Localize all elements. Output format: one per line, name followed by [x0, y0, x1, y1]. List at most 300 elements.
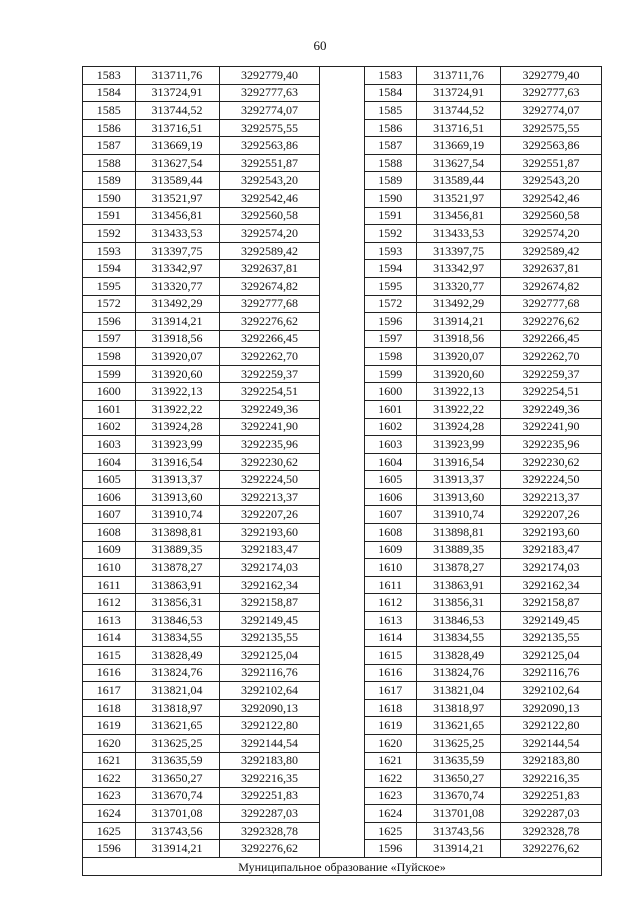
left-x-coordinate-cell: 313621,65: [135, 717, 219, 735]
right-y-coordinate-cell: 3292135,55: [501, 629, 602, 647]
left-x-coordinate-cell: 313492,29: [135, 295, 219, 313]
left-y-coordinate-cell: 3292674,82: [219, 277, 320, 295]
left-y-coordinate-cell: 3292779,40: [219, 67, 320, 85]
left-x-coordinate-cell: 313397,75: [135, 242, 219, 260]
left-point-number-cell: 1589: [83, 172, 136, 190]
left-point-number-cell: 1623: [83, 787, 136, 805]
left-x-coordinate-cell: 313589,44: [135, 172, 219, 190]
left-y-coordinate-cell: 3292774,07: [219, 102, 320, 120]
left-point-number-cell: 1585: [83, 102, 136, 120]
table-row: [83, 453, 602, 471]
right-point-number-cell: 1623: [364, 787, 417, 805]
right-point-number-cell: 1593: [364, 242, 417, 260]
column-gap: [320, 436, 364, 454]
right-point-number-cell: 1585: [364, 102, 417, 120]
left-point-number-cell: 1612: [83, 594, 136, 612]
table-row: [83, 119, 602, 137]
column-gap: [320, 295, 364, 313]
left-x-coordinate-cell: 313456,81: [135, 207, 219, 225]
right-x-coordinate-cell: 313913,60: [417, 488, 501, 506]
left-x-coordinate-cell: 313920,60: [135, 365, 219, 383]
right-y-coordinate-cell: 3292542,46: [501, 190, 602, 208]
left-y-coordinate-cell: 3292560,58: [219, 207, 320, 225]
left-point-number-cell: 1597: [83, 330, 136, 348]
right-x-coordinate-cell: 313342,97: [417, 260, 501, 278]
right-point-number-cell: 1604: [364, 453, 417, 471]
right-y-coordinate-cell: 3292563,86: [501, 137, 602, 155]
right-y-coordinate-cell: 3292266,45: [501, 330, 602, 348]
left-x-coordinate-cell: 313922,13: [135, 383, 219, 401]
right-x-coordinate-cell: 313914,21: [417, 840, 501, 858]
left-point-number-cell: 1594: [83, 260, 136, 278]
column-gap: [320, 541, 364, 559]
left-x-coordinate-cell: 313920,07: [135, 348, 219, 366]
right-point-number-cell: 1601: [364, 400, 417, 418]
table-row: [83, 682, 602, 700]
left-y-coordinate-cell: 3292589,42: [219, 242, 320, 260]
left-point-number-cell: 1586: [83, 119, 136, 137]
left-y-coordinate-cell: 3292102,64: [219, 682, 320, 700]
table-row: [83, 822, 602, 840]
column-gap: [320, 277, 364, 295]
column-gap: [320, 664, 364, 682]
column-gap: [320, 471, 364, 489]
column-gap: [320, 154, 364, 172]
left-point-number-cell: 1600: [83, 383, 136, 401]
right-y-coordinate-cell: 3292235,96: [501, 436, 602, 454]
right-point-number-cell: 1609: [364, 541, 417, 559]
right-x-coordinate-cell: 313589,44: [417, 172, 501, 190]
left-y-coordinate-cell: 3292230,62: [219, 453, 320, 471]
table-row: [83, 559, 602, 577]
left-point-number-cell: 1595: [83, 277, 136, 295]
right-y-coordinate-cell: 3292774,07: [501, 102, 602, 120]
right-point-number-cell: 1619: [364, 717, 417, 735]
right-point-number-cell: 1595: [364, 277, 417, 295]
left-point-number-cell: 1593: [83, 242, 136, 260]
left-x-coordinate-cell: 313824,76: [135, 664, 219, 682]
left-y-coordinate-cell: 3292543,20: [219, 172, 320, 190]
right-x-coordinate-cell: 313621,65: [417, 717, 501, 735]
left-y-coordinate-cell: 3292158,87: [219, 594, 320, 612]
left-y-coordinate-cell: 3292122,80: [219, 717, 320, 735]
right-point-number-cell: 1620: [364, 734, 417, 752]
table-row: [83, 734, 602, 752]
right-x-coordinate-cell: 313824,76: [417, 664, 501, 682]
right-y-coordinate-cell: 3292276,62: [501, 840, 602, 858]
left-point-number-cell: 1605: [83, 471, 136, 489]
right-x-coordinate-cell: 313878,27: [417, 559, 501, 577]
table-row: [83, 524, 602, 542]
left-y-coordinate-cell: 3292276,62: [219, 840, 320, 858]
table-row: [83, 102, 602, 120]
left-x-coordinate-cell: 313627,54: [135, 154, 219, 172]
table-row: [83, 383, 602, 401]
right-y-coordinate-cell: 3292162,34: [501, 576, 602, 594]
left-x-coordinate-cell: 313342,97: [135, 260, 219, 278]
table-row: [83, 207, 602, 225]
right-y-coordinate-cell: 3292213,37: [501, 488, 602, 506]
column-gap: [320, 594, 364, 612]
right-x-coordinate-cell: 313627,54: [417, 154, 501, 172]
left-y-coordinate-cell: 3292216,35: [219, 770, 320, 788]
right-x-coordinate-cell: 313635,59: [417, 752, 501, 770]
left-y-coordinate-cell: 3292241,90: [219, 418, 320, 436]
left-x-coordinate-cell: 313669,19: [135, 137, 219, 155]
left-y-coordinate-cell: 3292116,76: [219, 664, 320, 682]
right-y-coordinate-cell: 3292779,40: [501, 67, 602, 85]
table-row: [83, 840, 602, 858]
right-point-number-cell: 1621: [364, 752, 417, 770]
column-gap: [320, 84, 364, 102]
table-row: [83, 506, 602, 524]
right-y-coordinate-cell: 3292216,35: [501, 770, 602, 788]
left-x-coordinate-cell: 313856,31: [135, 594, 219, 612]
right-y-coordinate-cell: 3292116,76: [501, 664, 602, 682]
table-row: [83, 699, 602, 717]
left-x-coordinate-cell: 313743,56: [135, 822, 219, 840]
column-gap: [320, 752, 364, 770]
right-x-coordinate-cell: 313846,53: [417, 611, 501, 629]
right-x-coordinate-cell: 313724,91: [417, 84, 501, 102]
left-y-coordinate-cell: 3292251,83: [219, 787, 320, 805]
right-y-coordinate-cell: 3292125,04: [501, 647, 602, 665]
left-x-coordinate-cell: 313916,54: [135, 453, 219, 471]
left-y-coordinate-cell: 3292149,45: [219, 611, 320, 629]
left-point-number-cell: 1572: [83, 295, 136, 313]
right-y-coordinate-cell: 3292122,80: [501, 717, 602, 735]
right-x-coordinate-cell: 313818,97: [417, 699, 501, 717]
column-gap: [320, 822, 364, 840]
left-x-coordinate-cell: 313320,77: [135, 277, 219, 295]
right-x-coordinate-cell: 313669,19: [417, 137, 501, 155]
right-point-number-cell: 1606: [364, 488, 417, 506]
left-point-number-cell: 1609: [83, 541, 136, 559]
right-x-coordinate-cell: 313650,27: [417, 770, 501, 788]
right-y-coordinate-cell: 3292254,51: [501, 383, 602, 401]
left-y-coordinate-cell: 3292174,03: [219, 559, 320, 577]
column-gap: [320, 734, 364, 752]
right-y-coordinate-cell: 3292251,83: [501, 787, 602, 805]
column-gap: [320, 453, 364, 471]
table-row: [83, 348, 602, 366]
right-point-number-cell: 1602: [364, 418, 417, 436]
table-row: [83, 225, 602, 243]
table-row: [83, 471, 602, 489]
right-y-coordinate-cell: 3292224,50: [501, 471, 602, 489]
right-y-coordinate-cell: 3292574,20: [501, 225, 602, 243]
right-x-coordinate-cell: 313397,75: [417, 242, 501, 260]
right-point-number-cell: 1618: [364, 699, 417, 717]
right-point-number-cell: 1613: [364, 611, 417, 629]
left-x-coordinate-cell: 313828,49: [135, 647, 219, 665]
left-x-coordinate-cell: 313922,22: [135, 400, 219, 418]
column-gap: [320, 717, 364, 735]
left-x-coordinate-cell: 313818,97: [135, 699, 219, 717]
right-point-number-cell: 1596: [364, 313, 417, 331]
column-gap: [320, 524, 364, 542]
left-y-coordinate-cell: 3292328,78: [219, 822, 320, 840]
right-y-coordinate-cell: 3292183,47: [501, 541, 602, 559]
right-y-coordinate-cell: 3292589,42: [501, 242, 602, 260]
table-row: [83, 594, 602, 612]
right-point-number-cell: 1611: [364, 576, 417, 594]
left-point-number-cell: 1625: [83, 822, 136, 840]
left-x-coordinate-cell: 313834,55: [135, 629, 219, 647]
right-y-coordinate-cell: 3292193,60: [501, 524, 602, 542]
right-point-number-cell: 1584: [364, 84, 417, 102]
table-row: [83, 664, 602, 682]
page-number: 60: [313, 38, 327, 53]
left-x-coordinate-cell: 313521,97: [135, 190, 219, 208]
column-gap: [320, 348, 364, 366]
left-point-number-cell: 1591: [83, 207, 136, 225]
right-point-number-cell: 1596: [364, 840, 417, 858]
right-point-number-cell: 1597: [364, 330, 417, 348]
right-y-coordinate-cell: 3292249,36: [501, 400, 602, 418]
left-x-coordinate-cell: 313898,81: [135, 524, 219, 542]
left-x-coordinate-cell: 313711,76: [135, 67, 219, 85]
right-point-number-cell: 1615: [364, 647, 417, 665]
right-point-number-cell: 1598: [364, 348, 417, 366]
right-x-coordinate-cell: 313744,52: [417, 102, 501, 120]
left-y-coordinate-cell: 3292262,70: [219, 348, 320, 366]
right-x-coordinate-cell: 313924,28: [417, 418, 501, 436]
column-gap: [320, 559, 364, 577]
column-gap: [320, 260, 364, 278]
right-point-number-cell: 1622: [364, 770, 417, 788]
right-point-number-cell: 1588: [364, 154, 417, 172]
left-x-coordinate-cell: 313635,59: [135, 752, 219, 770]
left-point-number-cell: 1614: [83, 629, 136, 647]
left-y-coordinate-cell: 3292144,54: [219, 734, 320, 752]
right-point-number-cell: 1591: [364, 207, 417, 225]
right-x-coordinate-cell: 313711,76: [417, 67, 501, 85]
left-point-number-cell: 1606: [83, 488, 136, 506]
right-point-number-cell: 1587: [364, 137, 417, 155]
left-y-coordinate-cell: 3292224,50: [219, 471, 320, 489]
right-point-number-cell: 1592: [364, 225, 417, 243]
column-gap: [320, 488, 364, 506]
coordinates-table: [82, 66, 602, 876]
left-y-coordinate-cell: 3292207,26: [219, 506, 320, 524]
right-point-number-cell: 1612: [364, 594, 417, 612]
left-y-coordinate-cell: 3292542,46: [219, 190, 320, 208]
right-y-coordinate-cell: 3292575,55: [501, 119, 602, 137]
column-gap: [320, 313, 364, 331]
left-x-coordinate-cell: 313433,53: [135, 225, 219, 243]
left-y-coordinate-cell: 3292276,62: [219, 313, 320, 331]
left-x-coordinate-cell: 313910,74: [135, 506, 219, 524]
column-gap: [320, 190, 364, 208]
right-x-coordinate-cell: 313670,74: [417, 787, 501, 805]
left-point-number-cell: 1583: [83, 67, 136, 85]
right-y-coordinate-cell: 3292560,58: [501, 207, 602, 225]
column-gap: [320, 119, 364, 137]
left-point-number-cell: 1611: [83, 576, 136, 594]
column-gap: [320, 365, 364, 383]
right-point-number-cell: 1589: [364, 172, 417, 190]
column-gap: [320, 400, 364, 418]
right-x-coordinate-cell: 313492,29: [417, 295, 501, 313]
right-y-coordinate-cell: 3292183,80: [501, 752, 602, 770]
right-point-number-cell: 1603: [364, 436, 417, 454]
left-y-coordinate-cell: 3292287,03: [219, 805, 320, 823]
right-point-number-cell: 1605: [364, 471, 417, 489]
table-row: [83, 190, 602, 208]
left-x-coordinate-cell: 313670,74: [135, 787, 219, 805]
column-gap: [320, 629, 364, 647]
column-gap: [320, 611, 364, 629]
right-point-number-cell: 1586: [364, 119, 417, 137]
right-x-coordinate-cell: 313914,21: [417, 313, 501, 331]
table-row: [83, 647, 602, 665]
table-row: [83, 418, 602, 436]
right-x-coordinate-cell: 313898,81: [417, 524, 501, 542]
left-point-number-cell: 1620: [83, 734, 136, 752]
left-y-coordinate-cell: 3292777,63: [219, 84, 320, 102]
left-y-coordinate-cell: 3292637,81: [219, 260, 320, 278]
column-gap: [320, 383, 364, 401]
right-x-coordinate-cell: 313828,49: [417, 647, 501, 665]
table-row: [83, 67, 602, 85]
right-x-coordinate-cell: 313918,56: [417, 330, 501, 348]
right-x-coordinate-cell: 313821,04: [417, 682, 501, 700]
right-y-coordinate-cell: 3292674,82: [501, 277, 602, 295]
left-point-number-cell: 1624: [83, 805, 136, 823]
left-y-coordinate-cell: 3292090,13: [219, 699, 320, 717]
right-x-coordinate-cell: 313701,08: [417, 805, 501, 823]
right-y-coordinate-cell: 3292777,68: [501, 295, 602, 313]
column-gap: [320, 330, 364, 348]
right-x-coordinate-cell: 313922,13: [417, 383, 501, 401]
left-y-coordinate-cell: 3292574,20: [219, 225, 320, 243]
left-point-number-cell: 1596: [83, 840, 136, 858]
column-gap: [320, 172, 364, 190]
table-row: [83, 137, 602, 155]
left-y-coordinate-cell: 3292235,96: [219, 436, 320, 454]
left-y-coordinate-cell: 3292777,68: [219, 295, 320, 313]
column-gap: [320, 225, 364, 243]
right-y-coordinate-cell: 3292543,20: [501, 172, 602, 190]
table-row: [83, 629, 602, 647]
left-point-number-cell: 1588: [83, 154, 136, 172]
table-row: [83, 805, 602, 823]
table-row: [83, 717, 602, 735]
left-x-coordinate-cell: 313625,25: [135, 734, 219, 752]
table-row: [83, 787, 602, 805]
right-point-number-cell: 1624: [364, 805, 417, 823]
right-y-coordinate-cell: 3292328,78: [501, 822, 602, 840]
column-gap: [320, 67, 364, 85]
column-gap: [320, 699, 364, 717]
left-x-coordinate-cell: 313650,27: [135, 770, 219, 788]
table-row: [83, 365, 602, 383]
right-y-coordinate-cell: 3292637,81: [501, 260, 602, 278]
right-y-coordinate-cell: 3292551,87: [501, 154, 602, 172]
left-x-coordinate-cell: 313924,28: [135, 418, 219, 436]
left-x-coordinate-cell: 313913,37: [135, 471, 219, 489]
column-gap: [320, 647, 364, 665]
right-x-coordinate-cell: 313625,25: [417, 734, 501, 752]
right-x-coordinate-cell: 313521,97: [417, 190, 501, 208]
right-y-coordinate-cell: 3292207,26: [501, 506, 602, 524]
left-point-number-cell: 1618: [83, 699, 136, 717]
right-x-coordinate-cell: 313320,77: [417, 277, 501, 295]
column-gap: [320, 137, 364, 155]
right-y-coordinate-cell: 3292174,03: [501, 559, 602, 577]
right-x-coordinate-cell: 313910,74: [417, 506, 501, 524]
left-y-coordinate-cell: 3292162,34: [219, 576, 320, 594]
right-x-coordinate-cell: 313916,54: [417, 453, 501, 471]
left-x-coordinate-cell: 313724,91: [135, 84, 219, 102]
right-point-number-cell: 1625: [364, 822, 417, 840]
municipality-caption: Муниципальное образование «Пуйское»: [83, 858, 602, 876]
left-y-coordinate-cell: 3292125,04: [219, 647, 320, 665]
left-x-coordinate-cell: 313863,91: [135, 576, 219, 594]
column-gap: [320, 418, 364, 436]
table-row: [83, 576, 602, 594]
left-point-number-cell: 1584: [83, 84, 136, 102]
table-row: [83, 277, 602, 295]
right-point-number-cell: 1572: [364, 295, 417, 313]
column-gap: [320, 576, 364, 594]
right-point-number-cell: 1594: [364, 260, 417, 278]
table-row: [83, 770, 602, 788]
table-row: [83, 313, 602, 331]
left-y-coordinate-cell: 3292254,51: [219, 383, 320, 401]
left-y-coordinate-cell: 3292183,47: [219, 541, 320, 559]
left-x-coordinate-cell: 313744,52: [135, 102, 219, 120]
right-x-coordinate-cell: 313433,53: [417, 225, 501, 243]
right-point-number-cell: 1583: [364, 67, 417, 85]
table-row: [83, 295, 602, 313]
right-y-coordinate-cell: 3292241,90: [501, 418, 602, 436]
left-y-coordinate-cell: 3292249,36: [219, 400, 320, 418]
left-point-number-cell: 1599: [83, 365, 136, 383]
right-x-coordinate-cell: 313889,35: [417, 541, 501, 559]
right-y-coordinate-cell: 3292144,54: [501, 734, 602, 752]
left-x-coordinate-cell: 313914,21: [135, 840, 219, 858]
table-row: [83, 400, 602, 418]
left-x-coordinate-cell: 313821,04: [135, 682, 219, 700]
table-row: [83, 541, 602, 559]
left-point-number-cell: 1598: [83, 348, 136, 366]
right-y-coordinate-cell: 3292777,63: [501, 84, 602, 102]
column-gap: [320, 787, 364, 805]
left-y-coordinate-cell: 3292259,37: [219, 365, 320, 383]
left-point-number-cell: 1587: [83, 137, 136, 155]
left-point-number-cell: 1590: [83, 190, 136, 208]
table-row: [83, 172, 602, 190]
right-point-number-cell: 1610: [364, 559, 417, 577]
column-gap: [320, 840, 364, 858]
column-gap: [320, 242, 364, 260]
right-y-coordinate-cell: 3292259,37: [501, 365, 602, 383]
right-point-number-cell: 1607: [364, 506, 417, 524]
right-x-coordinate-cell: 313716,51: [417, 119, 501, 137]
left-point-number-cell: 1619: [83, 717, 136, 735]
column-gap: [320, 682, 364, 700]
table-row: [83, 330, 602, 348]
table-row: [83, 611, 602, 629]
footer-row: [83, 858, 602, 876]
column-gap: [320, 207, 364, 225]
left-point-number-cell: 1617: [83, 682, 136, 700]
left-y-coordinate-cell: 3292266,45: [219, 330, 320, 348]
right-point-number-cell: 1600: [364, 383, 417, 401]
table-row: [83, 154, 602, 172]
